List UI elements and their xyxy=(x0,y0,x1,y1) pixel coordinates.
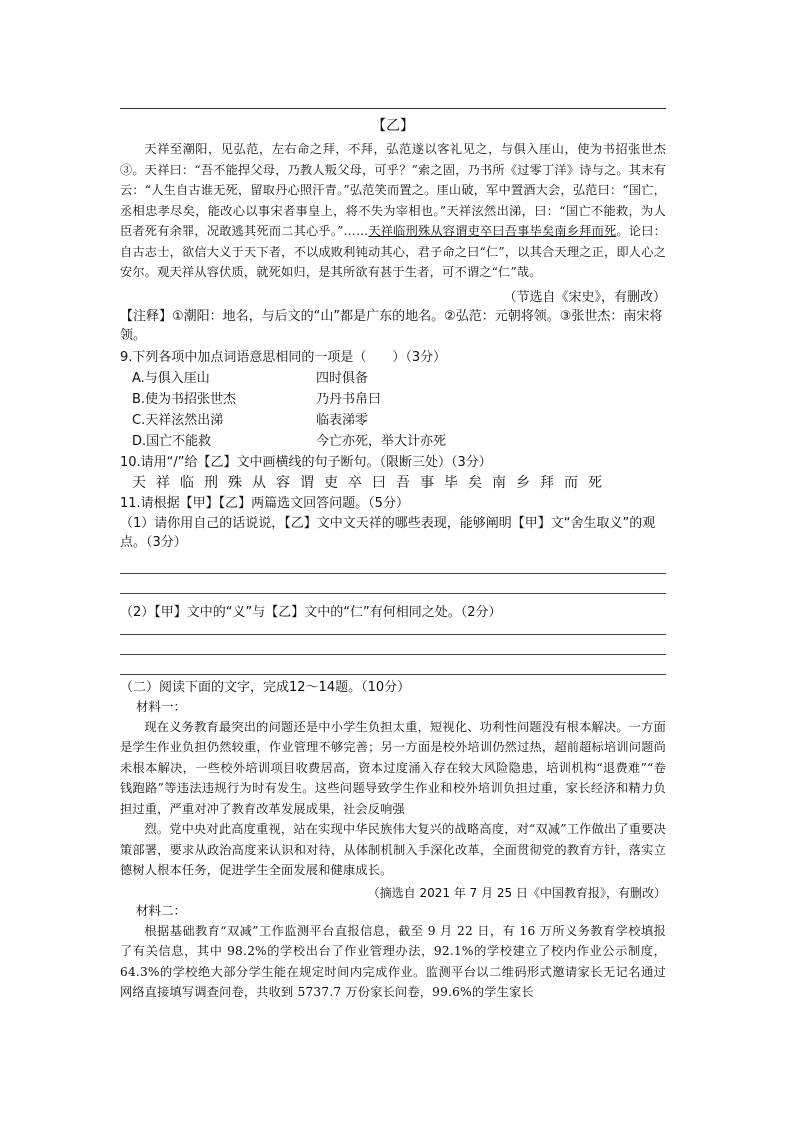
option-d-left: D.国亡不能救 xyxy=(132,433,212,449)
option-c-right: 临表涕零 xyxy=(316,412,369,428)
sentence-char: 祥 xyxy=(156,474,170,491)
passage-body xyxy=(120,139,666,283)
top-rule xyxy=(120,108,666,109)
annotation-note: 【注释】①潮阳：地名，与后文的“山”都是广东的地名。②弘范：元朝将领。③张世杰：南宋将领。 xyxy=(120,308,663,343)
passage-text-b: 。论曰：自古志士，欲信大义于天下者，不以成败利钝动其心，君子命之曰“仁”，以其合天理之正，即人心之安尔。观天祥从容伏质，就死如归，是其所欲有甚于生者，可不谓之“仁”哉。 xyxy=(120,224,666,279)
sentence-char: 容 xyxy=(276,474,290,491)
sentence-char: 卒 xyxy=(348,474,362,491)
option-row xyxy=(132,410,666,431)
underlined-sentence: 天祥临刑殊从容谓吏卒曰吾事毕矣南乡拜而死 xyxy=(368,224,617,238)
question-9-stem: 9.下列各项中加点词语意思相同的一项是（ ）（3分） xyxy=(120,349,447,365)
section-2-heading: （二）阅读下面的文字，完成12～14题。（10分） xyxy=(120,679,411,695)
option-d-right: 今亡亦死，举大计亦死 xyxy=(316,433,447,449)
sentence-char: 南 xyxy=(492,474,506,491)
sentence-char: 殊 xyxy=(228,474,242,491)
sentence-char: 毕 xyxy=(444,474,458,491)
sentence-char: 死 xyxy=(588,474,602,491)
option-b-right: 乃丹书帛曰 xyxy=(316,391,382,407)
question-11-stem: 11.请根据【甲】【乙】两篇选文回答问题。（5分） xyxy=(120,495,409,511)
material-1-source: （摘选自 2021 年 7 月 25 日《中国教育报》，有删改） xyxy=(367,885,666,900)
passage-text-a: 天祥至潮阳，见弘范，左右命之拜，不拜，弘范遂以客礼见之，与俱入厓山，使为书招张世杰③。天祥曰：“吾不能捍父母，乃教人叛父母，可乎？”索之固，乃书所《过零丁洋》诗与之。其末有云：“人生自古谁无死，留取丹心照汗青。”弘范笑而置之。厓山破，军中置酒大会，弘范曰：“国亡，丞相忠孝尽矣，能改心以事宋者事皇上，将不失为宰相也。”天祥泫然出涕，曰：“国亡不能救，为人臣者死有余罪，况敢逃其死而二其心乎。”…… xyxy=(120,142,666,238)
material-1-paragraph-2: 烈。党中央对此高度重视，站在实现中华民族伟大复兴的战略高度，对“双减”工作做出了重要决策部署，要求从政治高度来认识和对待，从体制机制入手深化改革，全面贯彻党的教育方针，落实立德树人根本任务，促进学生全面发展和健康成长。 xyxy=(120,822,666,877)
option-c-left: C.天祥泫然出涕 xyxy=(132,412,224,428)
material-2-paragraph-1: 根据基础教育“双减”工作监测平台直报信息，截至 9 月 22 日，有 16 万所义务教育学校填报了有关信息，其中 98.2%的学校出台了作业管理办法，92.1%的学校建立了校内作业公示制度，64.3%的学校绝大部分学生能在规定时间内完成作业。监测平台以二维码形式邀请家长无记名通过网络直接填写调查问卷，共收到 5737.7 万份家长问卷，99.6%的学生家长 xyxy=(120,923,666,999)
question-11-sub1: （1）请你用自己的话说说，【乙】文中文天祥的哪些表现，能够阐明【甲】文“舍生取义”的观点。（3分） xyxy=(120,515,656,550)
option-row xyxy=(132,431,666,452)
material-2-label: 材料二： xyxy=(136,902,187,918)
material-1-label: 材料一： xyxy=(136,698,187,714)
question-11-sub2: （2）【甲】文中的“义”与【乙】文中的“仁”有何相同之处。（2分） xyxy=(120,604,502,620)
sentence-char: 从 xyxy=(252,474,266,491)
answer-line[interactable] xyxy=(120,593,666,594)
page xyxy=(120,108,666,1003)
sentence-char: 临 xyxy=(180,474,194,491)
question-10-stem: 10.请用“/”给【乙】文中画横线的句子断句。（限断三处）（3分） xyxy=(120,454,492,470)
sentence-char: 乡 xyxy=(516,474,530,491)
sentence-characters xyxy=(132,473,666,493)
sentence-char: 事 xyxy=(420,474,434,491)
material-1-paragraph-1: 现在义务教育最突出的问题还是中小学生负担太重，短视化、功利性问题没有根本解决。一方面是学生作业负担仍然较重，作业管理不够完善；另一方面是校外培训仍然过热，超前超标培训问题尚未根本解决，一些校外培训项目收费居高，资本过度涌入存在较大风险隐患，培训机构“退费难”“卷钱跑路”等违法违规行为时有发生。这些问题导致学生作业和校外培训负担过重，家长经济和精力负担过重，严重对冲了教育改革发展成果，社会反响强 xyxy=(120,719,666,816)
sentence-char: 谓 xyxy=(300,474,314,491)
sentence-char: 吏 xyxy=(324,474,338,491)
sentence-char: 矣 xyxy=(468,474,482,491)
sentence-char: 吾 xyxy=(396,474,410,491)
sentence-char: 拜 xyxy=(540,474,554,491)
sentence-char: 刑 xyxy=(204,474,218,491)
sentence-char: 而 xyxy=(564,474,578,491)
passage-title: 【乙】 xyxy=(372,118,414,134)
sentence-char: 曰 xyxy=(372,474,386,491)
option-a-left: A.与俱入厓山 xyxy=(132,370,210,386)
answer-line[interactable] xyxy=(120,674,666,675)
option-row xyxy=(132,389,666,410)
sentence-char: 天 xyxy=(132,474,146,491)
option-b-left: B.使为书招张世杰 xyxy=(132,391,237,407)
passage-source: （节选自《宋史》，有删改） xyxy=(503,289,666,305)
option-row xyxy=(132,368,666,389)
option-a-right: 四时俱备 xyxy=(316,370,369,386)
question-9-options xyxy=(120,368,666,452)
